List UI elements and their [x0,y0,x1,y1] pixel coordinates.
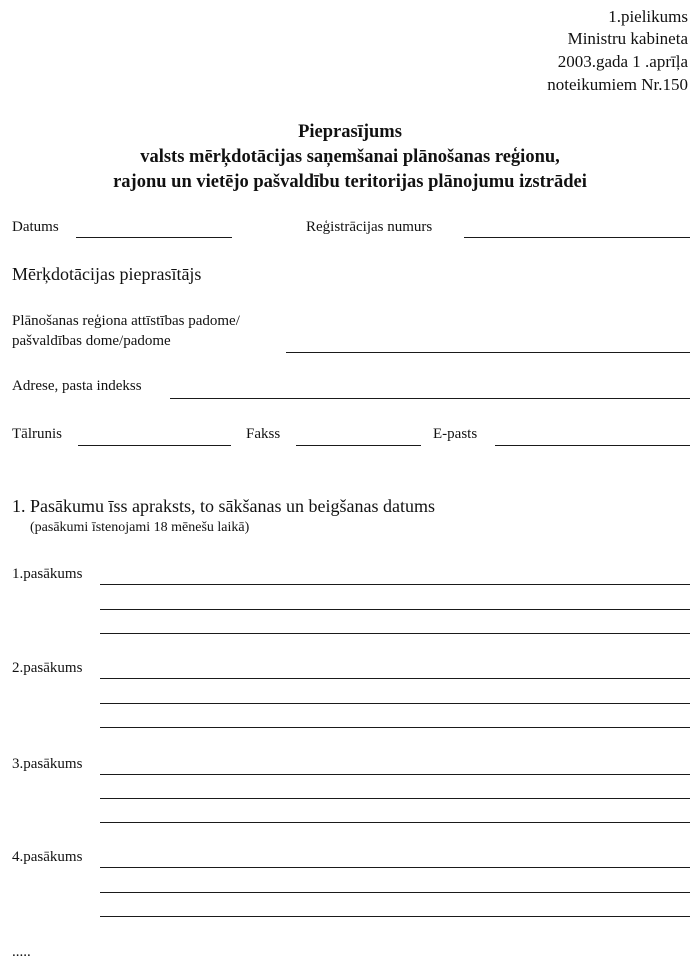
registration-field[interactable] [464,237,690,238]
email-label: E-pasts [433,426,478,442]
registration-label: Reģistrācijas numurs [306,219,433,235]
measure-4-line-2[interactable] [100,892,690,893]
measure-2-line-3[interactable] [100,727,690,728]
measure-label-4: 4.pasākums [12,849,83,865]
address-label: Adrese, pasta indekss [12,378,142,394]
measure-2-line-1[interactable] [100,678,690,679]
measure-1-line-3[interactable] [100,633,690,634]
measure-4-line-3[interactable] [100,916,690,917]
document-title: Pieprasījums [298,122,402,142]
fax-label: Fakss [246,426,281,442]
fax-field[interactable] [296,445,421,446]
measure-label-1: 1.pasākums [12,566,83,582]
document-subtitle-1: valsts mērķdotācijas saņemšanai plānošanas reģionu, [140,147,560,167]
annex-date: 2003.gada 1 .aprīļa [557,52,688,71]
annex-regulation: noteikumiem Nr.150 [547,75,688,94]
measure-3-line-3[interactable] [100,822,690,823]
measure-4-line-1[interactable] [100,867,690,868]
measure-2-line-2[interactable] [100,703,690,704]
email-field[interactable] [495,445,690,446]
applicant-heading: Mērķdotācijas pieprasītājs [12,264,202,284]
phone-field[interactable] [78,445,231,446]
section-heading: 1. Pasākumu īss apraksts, to sākšanas un beigšanas datums [12,496,435,516]
council-label-line2: pašvaldības dome/padome [12,333,171,349]
continuation-ellipsis: ..... [12,944,31,960]
measure-3-line-2[interactable] [100,798,690,799]
council-label-line1: Plānošanas reģiona attīstības padome/ [12,313,240,329]
measure-3-line-1[interactable] [100,774,690,775]
phone-label: Tālrunis [12,426,62,442]
section-note: (pasākumi īstenojami 18 mēnešu laikā) [30,520,250,535]
measure-1-line-2[interactable] [100,609,690,610]
measure-label-2: 2.pasākums [12,660,83,676]
council-field[interactable] [286,352,690,353]
document-subtitle-2: rajonu un vietējo pašvaldību teritorijas plānojumu izstrādei [113,172,587,192]
measure-label-3: 3.pasākums [12,756,83,772]
date-label: Datums [12,219,59,235]
date-field[interactable] [76,237,232,238]
address-field[interactable] [170,398,690,399]
measure-1-line-1[interactable] [100,584,690,585]
annex-number: 1.pielikums [608,7,688,26]
annex-issuer: Ministru kabineta [567,29,688,48]
